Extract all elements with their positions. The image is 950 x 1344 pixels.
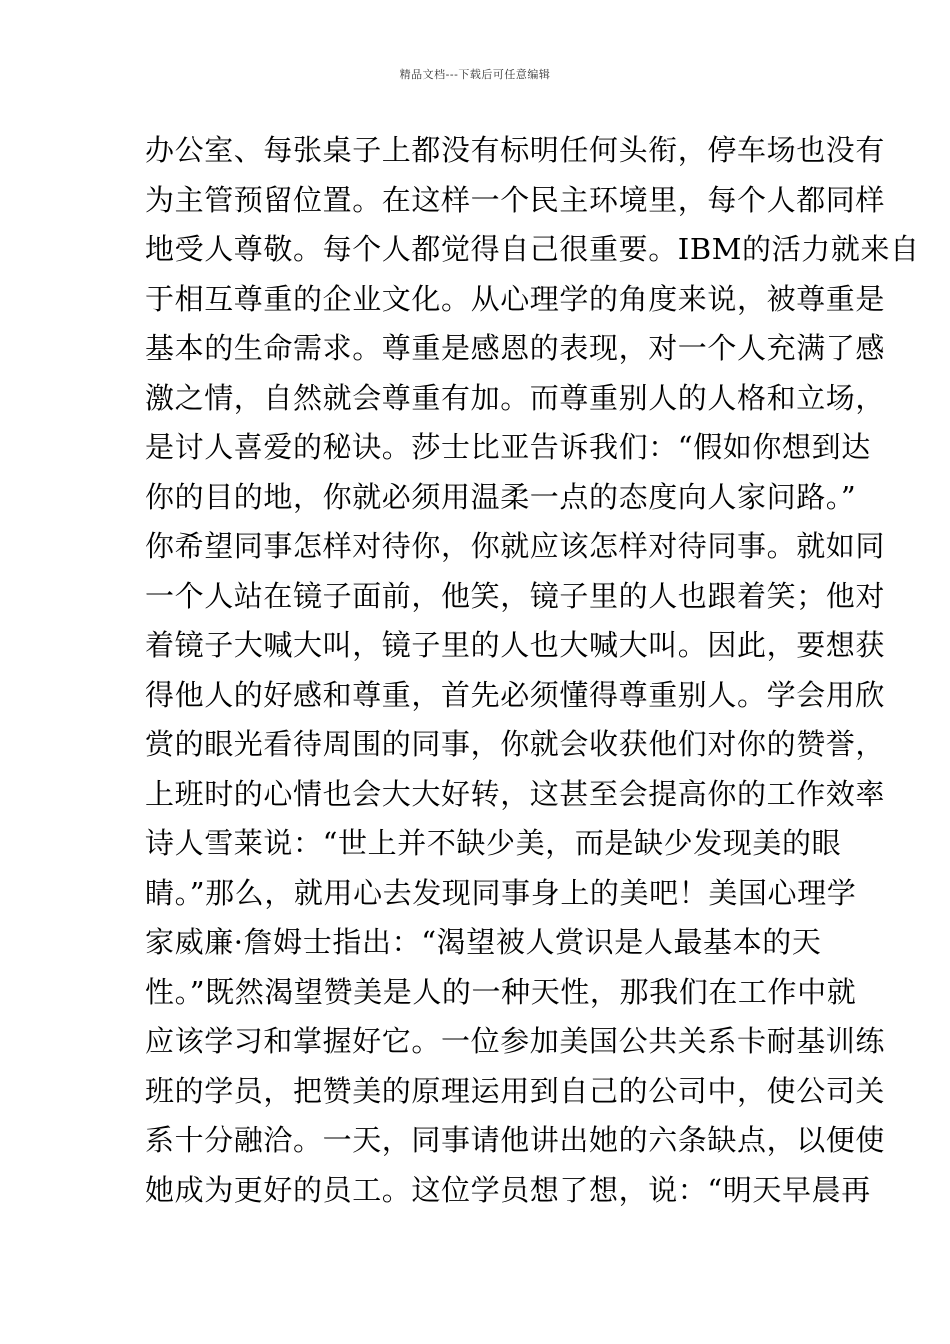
text-line-3: 地受人尊敬。每个人都觉得自己很重要。IBM的活力就来自	[145, 232, 920, 266]
text-line-12: 得他人的好感和尊重，首先必须懂得尊重别人。学会用欣	[145, 677, 886, 712]
text-line-22: 她成为更好的员工。这位学员想了想，说：“明天早晨再	[145, 1172, 871, 1207]
text-line-16: 睛。”那么，就用心去发现同事身上的美吧！美国心理学	[145, 875, 857, 910]
text-line-5: 基本的生命需求。尊重是感恩的表现，对一个人充满了感	[145, 331, 886, 365]
text-line-4: 于相互尊重的企业文化。从心理学的角度来说，被尊重是	[145, 281, 886, 316]
text-line-19: 应该学习和掌握好它。一位参加美国公共关系卡耐基训练	[145, 1024, 886, 1058]
text-line-10: 一个人站在镜子面前，他笑，镜子里的人也跟着笑；他对	[145, 578, 886, 613]
text-line-11: 着镜子大喊大叫，镜子里的人也大喊大叫。因此，要想获	[145, 628, 886, 662]
text-line-14: 上班时的心情也会大大好转，这甚至会提高你的工作效率	[145, 776, 886, 811]
text-line-6: 激之情，自然就会尊重有加。而尊重别人的人格和立场，	[145, 380, 886, 415]
text-line-2: 为主管预留位置。在这样一个民主环境里，每个人都同样	[145, 182, 886, 217]
text-line-18: 性。”既然渴望赞美是人的一种天性，那我们在工作中就	[145, 974, 857, 1009]
text-line-17: 家威廉·詹姆士指出：“渴望被人赏识是人最基本的天	[145, 925, 822, 959]
text-line-20: 班的学员，把赞美的原理运用到自己的公司中，使公司关	[145, 1073, 886, 1108]
text-line-13: 赏的眼光看待周围的同事，你就会收获他们对你的赞誉，	[145, 727, 886, 761]
text-line-8: 你的目的地，你就必须用温柔一点的态度向人家问路。”	[145, 479, 857, 514]
text-line-21: 系十分融洽。一天，同事请他讲出她的六条缺点，以便使	[145, 1123, 886, 1157]
text-line-9: 你希望同事怎样对待你，你就应该怎样对待同事。就如同	[145, 529, 886, 563]
page-header: 精品文档---下载后可任意编辑	[399, 68, 551, 81]
text-line-7: 是讨人喜爱的秘诀。莎士比亚告诉我们：“假如你想到达	[145, 430, 871, 464]
text-line-15: 诗人雪莱说：“世上并不缺少美，而是缺少发现美的眼	[145, 826, 842, 860]
text-line-1: 办公室、每张桌子上都没有标明任何头衔，停车场也没有	[145, 133, 886, 167]
document-body	[145, 126, 920, 1215]
